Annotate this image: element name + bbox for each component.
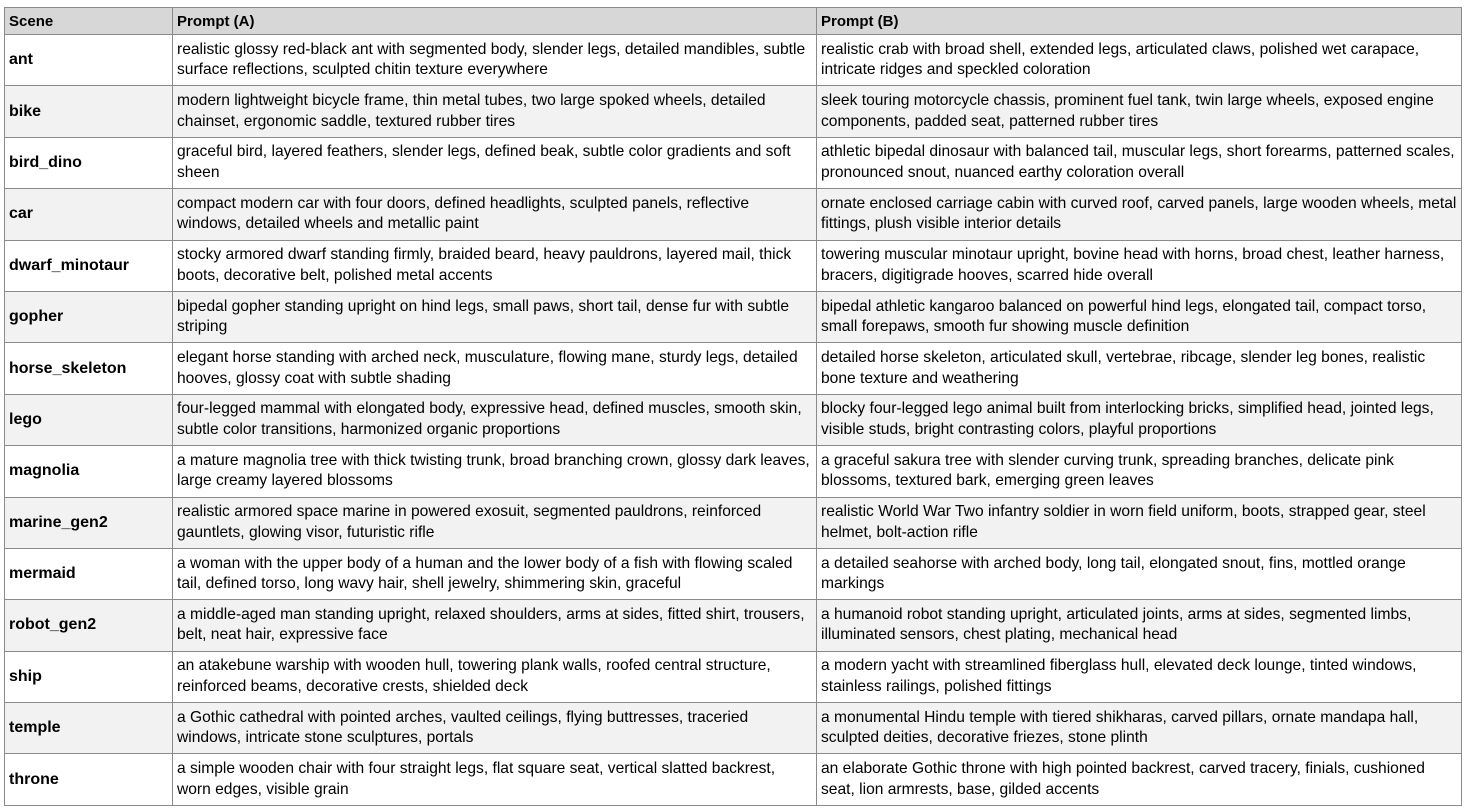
scene-cell: dwarf_minotaur [5, 240, 173, 291]
prompt-b-cell [817, 703, 1462, 754]
prompt-b-text: a humanoid robot standing upright, articulated joints, arms at sides, segmented limbs, illuminated sensors, chest plating, mechanical head [821, 605, 1412, 644]
prompt-a-text: bipedal gopher standing upright on hind legs, small paws, short tail, dense fur with subtle striping [177, 297, 789, 336]
prompt-a-text: a simple wooden chair with four straight legs, flat square seat, vertical slatted backrest, worn edges, visible grain [177, 760, 776, 798]
prompt-a-text: modern lightweight bicycle frame, thin metal tubes, two large spoked wheels, detailed chainset, ergonomic saddle, textured rubber tires [177, 92, 766, 130]
prompt-b-text: towering muscular minotaur upright, bovine head with horns, broad chest, leather harness, bracers, digitigrade hooves, scarred hide overall [821, 246, 1445, 284]
prompt-a-cell [173, 343, 817, 394]
scene-cell: throne [5, 754, 173, 805]
prompt-b-cell [817, 548, 1462, 599]
table-row [5, 394, 1462, 445]
table-row [5, 137, 1462, 188]
prompt-b-text: realistic World War Two infantry soldier in worn field uniform, boots, strapped gear, steel helmet, bolt-action rifle [821, 503, 1426, 541]
prompt-b-cell [817, 754, 1462, 805]
prompt-table-container [4, 7, 1462, 806]
prompt-a-cell [173, 86, 817, 137]
table-row [5, 343, 1462, 394]
prompt-b-text: ornate enclosed carriage cabin with curved roof, carved panels, large wooden wheels, metal fittings, plush visible interior details [821, 194, 1457, 233]
table-row [5, 600, 1462, 651]
scene-cell: lego [5, 394, 173, 445]
prompt-a-cell [173, 703, 817, 754]
prompt-a-text: a mature magnolia tree with thick twisting trunk, broad branching crown, glossy dark leaves, large creamy layered blossoms [177, 451, 810, 490]
prompt-a-text: an atakebune warship with wooden hull, towering plank walls, roofed central structure, reinforced beams, decorative crests, shielded deck [177, 657, 771, 695]
prompt-b-cell [817, 240, 1462, 291]
prompt-b-cell [817, 137, 1462, 188]
table-row [5, 189, 1462, 240]
prompt-b-cell [817, 189, 1462, 240]
scene-cell: gopher [5, 291, 173, 342]
prompt-b-cell [817, 35, 1462, 86]
prompt-a-text: a Gothic cathedral with pointed arches, vaulted ceilings, flying buttresses, traceried windows, intricate stone sculptures, portals [177, 708, 749, 747]
prompt-a-cell [173, 548, 817, 599]
prompt-a-cell [173, 394, 817, 445]
table-body [5, 35, 1462, 806]
prompt-b-text: sleek touring motorcycle chassis, prominent fuel tank, twin large wheels, exposed engine components, padded seat, patterned rubber tires [821, 92, 1434, 130]
prompt-b-cell [817, 291, 1462, 342]
scene-cell: magnolia [5, 446, 173, 497]
scene-cell: marine_gen2 [5, 497, 173, 548]
prompt-a-cell [173, 137, 817, 188]
prompt-b-cell [817, 651, 1462, 702]
scene-cell: robot_gen2 [5, 600, 173, 651]
prompt-a-cell [173, 497, 817, 548]
prompt-a-text: realistic armored space marine in powered exosuit, segmented pauldrons, reinforced gauntlets, glowing visor, futuristic rifle [177, 503, 762, 541]
header-prompt-b: Prompt (B) [817, 8, 1462, 35]
prompt-b-cell [817, 343, 1462, 394]
scene-cell: mermaid [5, 548, 173, 599]
table-row [5, 240, 1462, 291]
table-row [5, 703, 1462, 754]
prompt-a-cell [173, 35, 817, 86]
table-row [5, 651, 1462, 702]
prompt-b-cell [817, 600, 1462, 651]
table-row [5, 497, 1462, 548]
prompt-a-text: compact modern car with four doors, defined headlights, sculpted panels, reflective windows, detailed wheels and metallic paint [177, 194, 750, 233]
header-row [5, 8, 1462, 35]
prompt-b-cell [817, 394, 1462, 445]
prompt-a-text: graceful bird, layered feathers, slender legs, defined beak, subtle color gradients and soft sheen [177, 143, 791, 181]
prompt-a-text: elegant horse standing with arched neck, musculature, flowing mane, sturdy legs, detailed hooves, glossy coat with subtle shading [177, 349, 798, 387]
table-row [5, 35, 1462, 86]
header-scene: Scene [5, 8, 173, 35]
scene-cell: car [5, 189, 173, 240]
prompt-a-text: a woman with the upper body of a human and the lower body of a fish with flowing scaled tail, defined torso, long wavy hair, shell jewelry, shimmering skin, graceful [177, 554, 793, 593]
table-row [5, 291, 1462, 342]
table-row [5, 548, 1462, 599]
prompt-b-text: realistic crab with broad shell, extended legs, articulated claws, polished wet carapace, intricate ridges and speckled coloration [821, 40, 1420, 79]
prompt-b-text: a detailed seahorse with arched body, long tail, elongated snout, fins, mottled orange markings [821, 554, 1406, 593]
prompt-a-cell [173, 600, 817, 651]
scene-cell: horse_skeleton [5, 343, 173, 394]
scene-cell: ant [5, 35, 173, 86]
scene-cell: ship [5, 651, 173, 702]
prompt-a-text: realistic glossy red-black ant with segmented body, slender legs, detailed mandibles, subtle surface reflections, sculpted chitin texture everywhere [177, 40, 806, 79]
scene-cell: bike [5, 86, 173, 137]
prompt-a-cell [173, 446, 817, 497]
prompt-a-cell [173, 240, 817, 291]
scene-cell: temple [5, 703, 173, 754]
prompt-b-cell [817, 497, 1462, 548]
prompt-a-cell [173, 291, 817, 342]
prompt-table [4, 7, 1462, 806]
scene-cell: bird_dino [5, 137, 173, 188]
table-row [5, 446, 1462, 497]
prompt-b-text: an elaborate Gothic throne with high pointed backrest, carved tracery, finials, cushioned seat, lion armrests, base, gilded accents [821, 760, 1425, 798]
prompt-b-cell [817, 86, 1462, 137]
prompt-b-text: a modern yacht with streamlined fiberglass hull, elevated deck lounge, tinted windows, stainless railings, polished fittings [821, 657, 1417, 695]
table-row [5, 754, 1462, 805]
prompt-b-text: blocky four-legged lego animal built from interlocking bricks, simplified head, jointed legs, visible studs, bright contrasting colors, playful proportions [821, 400, 1434, 438]
prompt-a-text: a middle-aged man standing upright, relaxed shoulders, arms at sides, fitted shirt, trousers, belt, neat hair, expressive face [177, 605, 805, 644]
prompt-b-cell [817, 446, 1462, 497]
table-row [5, 86, 1462, 137]
prompt-a-cell [173, 651, 817, 702]
header-prompt-a: Prompt (A) [173, 8, 817, 35]
prompt-b-text: a monumental Hindu temple with tiered shikharas, carved pillars, ornate mandapa hall, sculpted deities, decorative friezes, stone plinth [821, 708, 1419, 747]
prompt-a-text: four-legged mammal with elongated body, expressive head, defined muscles, smooth skin, subtle color transitions, harmonized organic proportions [177, 400, 802, 438]
prompt-b-text: detailed horse skeleton, articulated skull, vertebrae, ribcage, slender leg bones, realistic bone texture and weathering [821, 349, 1426, 387]
prompt-a-text: stocky armored dwarf standing firmly, braided beard, heavy pauldrons, layered mail, thick boots, decorative belt, polished metal accents [177, 246, 792, 284]
prompt-a-cell [173, 754, 817, 805]
prompt-b-text: athletic bipedal dinosaur with balanced tail, muscular legs, short forearms, patterned scales, pronounced snout, nuanced earthy coloration overall [821, 143, 1455, 181]
prompt-b-text: a graceful sakura tree with slender curving trunk, spreading branches, delicate pink blossoms, textured bark, emerging green leaves [821, 451, 1394, 490]
prompt-a-cell [173, 189, 817, 240]
prompt-b-text: bipedal athletic kangaroo balanced on powerful hind legs, elongated tail, compact torso, small forepaws, smooth fur showing muscle definition [821, 297, 1427, 336]
